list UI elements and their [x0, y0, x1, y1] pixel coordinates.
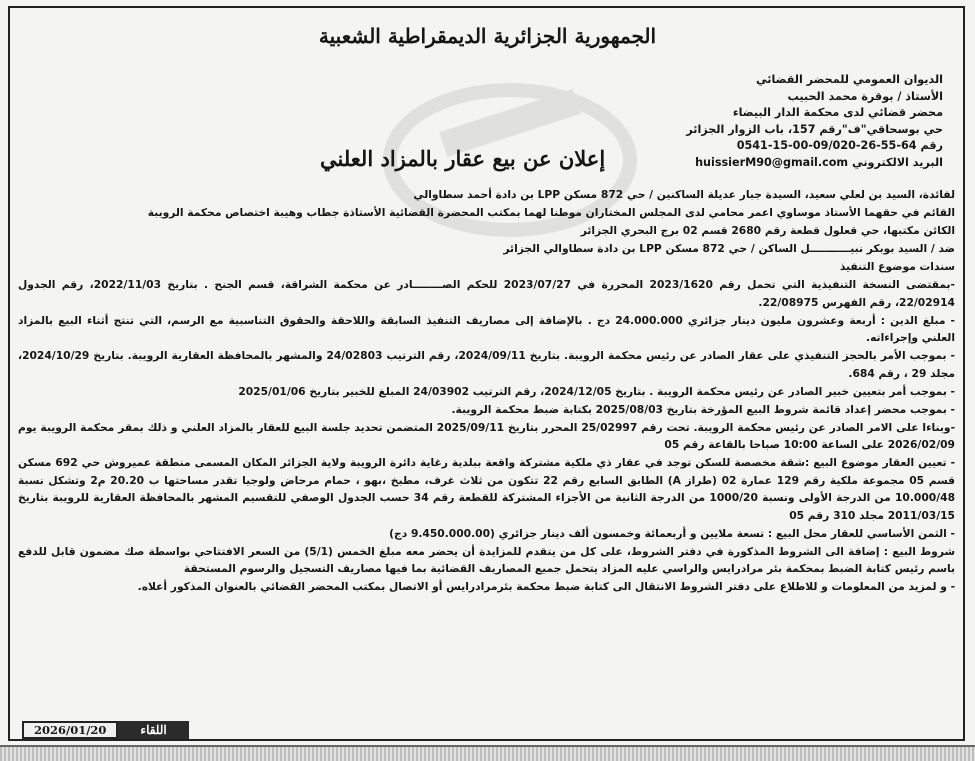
newspaper-name: اللقاء — [118, 721, 188, 739]
phone-numbers: 0541-15-00-09/020-26-55-64 — [736, 139, 917, 153]
paragraph-expert-order: - بموجب أمر بتعيين خبير الصادر عن رئيس محكمة الرويبة . بتاريخ 2024/12/05، رقم الترتيب 24/03902 المبلغ للخبير بتاريخ 2025/01/06 — [238, 384, 955, 398]
paragraph-seizure-order: - بموجب الأمر بالحجز التنفيذي على عقار الصادر عن رئيس محكمة الرويبة. بتاريخ 2024/09/11، رقم الترتيب 24/02803 والمشهر بالمحافظة العقارية الرويبة. بتاريخ 2024/10/29، مجلد 29 ، رقم 684. — [18, 349, 955, 380]
paragraph-more-info: - و لمزيد من المعلومات و للاطلاع على دفتر الشروط الانتقال الى كتابة ضبط محكمة بئرمرادرايس أو الاتصال بمكتب المحضر القضائي بالعنوان المذكور أعلاه. — [137, 580, 955, 593]
paragraph-beneficiary: لفائدة، السيد بن لعلي سعيد، السيدة جبار عديلة الساكنين / حي 872 مسكن LPP بن دادة أحمد سطاوالي — [413, 188, 955, 201]
phone-label: رقم — [920, 139, 943, 153]
paragraph-lawyer: القائم في حقهما الأستاذ موساوي اعمر محامي لدى المجلس المختاران موطنا لهما بمكتب المحضرة القضائية الأستاذة جطاب وهيبة اختصاص محكمة الرويبة — [147, 206, 955, 219]
office-line-4: حي بوسحاقي"ف"رقم 157، باب الزوار الجزائر — [686, 122, 943, 136]
office-line-3: محضر قضائي لدى محكمة الدار البيضاء — [732, 106, 943, 120]
paragraph-conditions-list: - بموجب محضر إعداد قائمة شروط البيع المؤرخة بتاريخ 2025/08/03 بكتابة ضبط محكمة الرويبة. — [451, 402, 955, 416]
office-line-1: الديوان العمومي للمحضر القضائي — [755, 73, 943, 86]
paragraph-debt-amount: - مبلغ الدين : أربعة وعشرون مليون دينار جزائري 24.000.000 دج . بالإضافة إلى مصاريف التنفيذ السابقة واللاحقة والحقوق التناسبية مع الرسم، التي تنتج أثناء البيع بالمزاد العلني وإجراءاته. — [18, 313, 955, 344]
paragraph-titles-heading: سندات موضوع التنفيذ — [839, 260, 955, 273]
paragraph-property-description: - تعيين العقار موضوع البيع :شقة مخصصة للسكن توجد في عقار ذي ملكية مشتركة واقعة ببلدية رغاية دائرة الرويبة ولاية الجزائر المكان المسمى منطقة عميروش حي 692 مسكن قسم 05 مجموعة ملكية رقم 129 عمارة 02 (طراز A) الطابق السابع رقم 22 تتكون من ثلاث غرف، مطبخ ،بهو ، حمام مرحاض ولوجيا تقدر مساحتها ب 20.20 م2 وتشكل نسبة 10.000/48 من الدرجة الأولى ونسبة 1000/20 من الدرجة الثانية من الأجزاء المشتركة للقطعة رقم 34 حسب الجدول الوصفي للتقسيم المشهر بالمحافظة العقارية للرويبة بتاريخ 2011/03/15 مجلد 310 رقم 05 — [18, 456, 956, 522]
paragraph-executive-copy: -بمقتضى النسخة التنفيذية التي تحمل رقم 2023/1620 المحررة في 2023/07/27 للحكم الصــــــــادر عن محكمة الشراقة، قسم الجنح . بتاريخ 2022/11/03، رقم الجدول 22/02914، رقم الفهرس 22/08975. — [18, 278, 955, 309]
ad-body — [18, 186, 955, 596]
ad-title: إعلان عن بيع عقار بالمزاد العلني — [320, 146, 606, 171]
paragraph-auction-session: -وبناءا على الامر الصادر عن رئيس محكمة الرويبة. تحت رقم 25/02997 المحرر بتاريخ 2025/09/11 المتضمن تحديد جلسة البيع للعقار بالمزاد العلني و ذلك بمقر محكمة الرويبة يوم 2026/02/09 على الساعة 10:00 صباحا بالقاعة رقم 05 — [18, 420, 956, 451]
paragraph-defendant: ضد / السيد بوبكر نبيـــــــــــل الساكن / حي 872 مسكن LPP بن دادة سطاوالي الجزائر — [503, 242, 955, 255]
issue-date: 2026/01/20 — [22, 721, 118, 739]
paragraph-office-address: الكائن مكتبها، حي قعلول قطعة رقم 2680 قسم 02 برج البحري الجزائر — [580, 224, 955, 237]
publication-footer — [22, 721, 189, 739]
office-line-2: الأستاذ / بوقرة محمد الحبيب — [787, 89, 943, 103]
email-label: البريد الالكتروني — [852, 155, 943, 169]
paragraph-sale-conditions: شروط البيع : إضافة الى الشروط المذكورة في دفتر الشروط، على كل من يتقدم للمزايدة أن يحضر معه مبلغ الخمس (5/1) من السعر الافتتاحي بواسطة صك مضمون قابل للدفع باسم رئيس كتابة الضبط بمحكمة بئر مرادرايس والراسي عليه المزاد يتحمل جميع المصاريف القضائية بما فيها مصاريف التسجيل والرسوم المستحقة — [18, 544, 955, 575]
republic-heading: الجمهورية الجزائرية الديمقراطية الشعبية — [318, 24, 657, 48]
paragraph-base-price: - الثمن الأساسي للعقار محل البيع : تسعة ملايين و أربعمائة وخمسون ألف دينار جزائري (9.450.000.00 دج) — [389, 526, 955, 540]
email-address: huissierM90@gmail.com — [695, 155, 849, 169]
